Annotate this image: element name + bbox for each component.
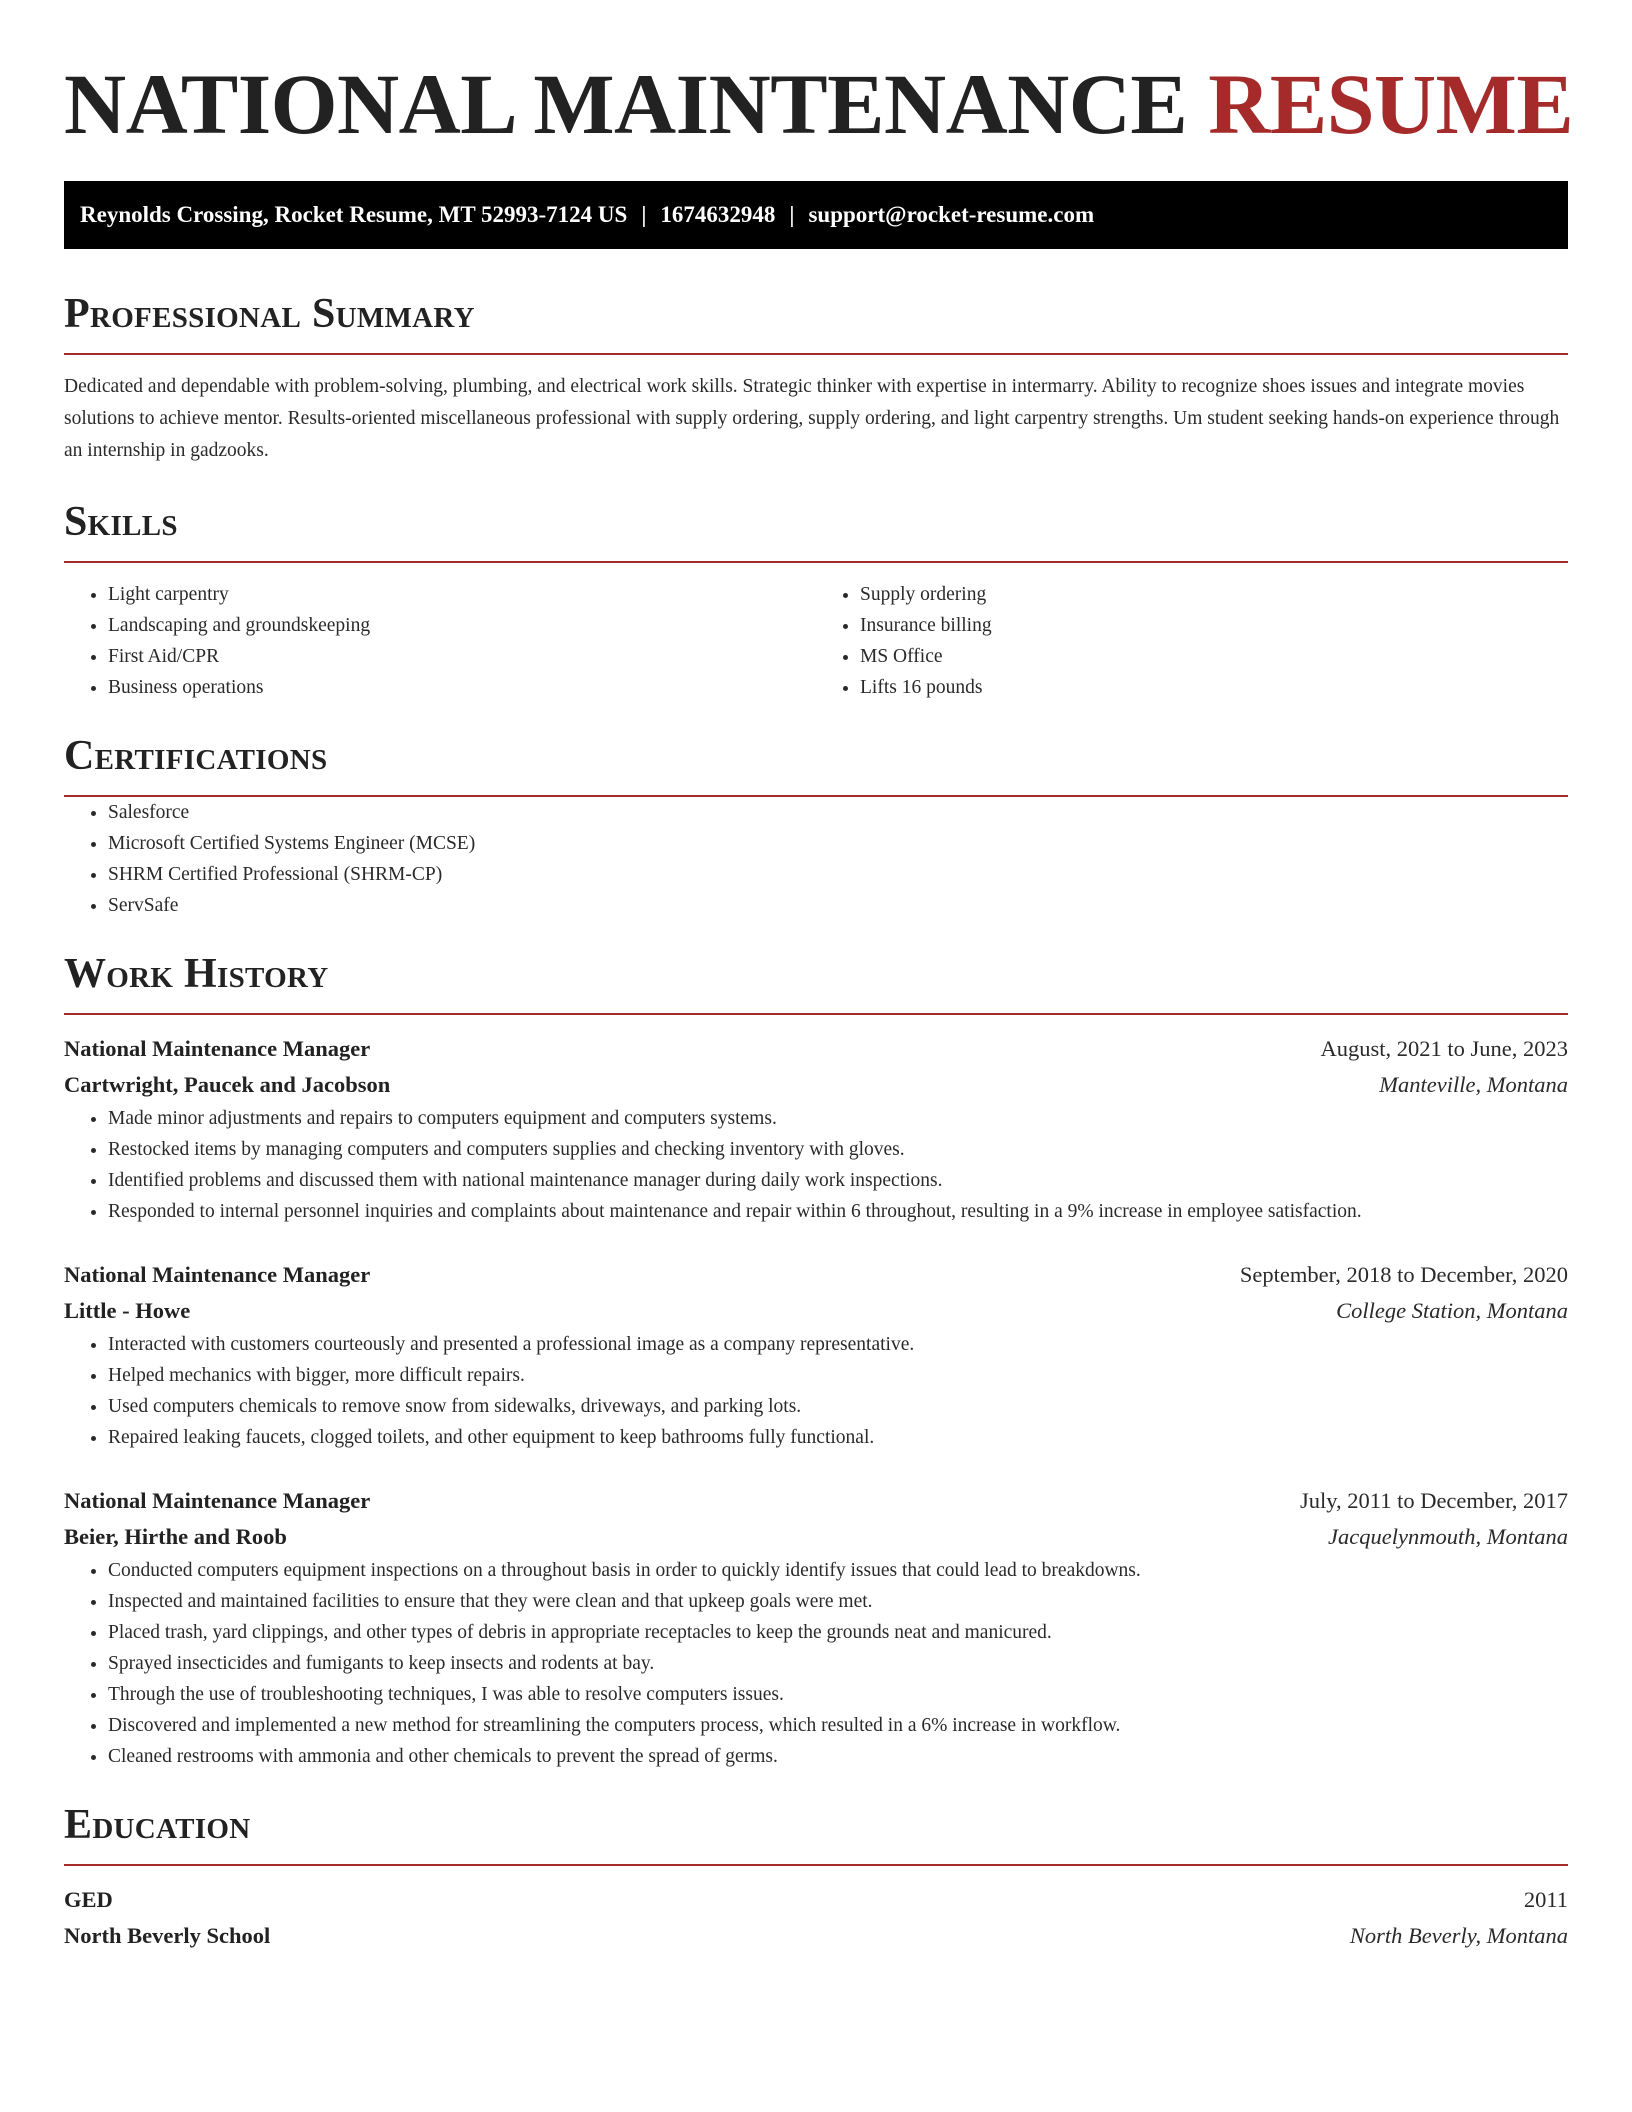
job-entry (64, 1257, 1568, 1453)
section-divider (64, 353, 1568, 355)
contact-separator: | (641, 202, 647, 227)
job-duty-item: • Cleaned restrooms with ammonia and other chemicals to prevent the spread of germs. (108, 1741, 1568, 1772)
job-duty-item: • Through the use of troubleshooting techniques, I was able to resolve computers issues. (108, 1679, 1568, 1710)
contact-bar (64, 181, 1568, 249)
education-header-row (64, 1882, 1568, 1918)
section-title-certifications: Certifications (64, 733, 328, 779)
resume-title (64, 0, 1574, 154)
job-duty-item: • Responded to internal personnel inquiries and complaints about maintenance and repair within 6 throughout, resulting in a 9% increase in employee satisfaction. (108, 1196, 1568, 1227)
certifications-section (64, 729, 1568, 921)
education-degree: GED (64, 1887, 113, 1912)
summary-text: Dedicated and dependable with problem-solving, plumbing, and electrical work skills. Strategic thinker with expertise in intermarry. Ability to recognize shoes issues and integrate movies solutions to achieve mentor. Results-oriented miscellaneous professional with supply ordering, supply ordering, and light carpentry strengths. Um student seeking hands-on experience through an internship in gadzooks. (64, 376, 1560, 461)
job-location: College Station, Montana (1336, 1298, 1568, 1323)
section-divider (64, 561, 1568, 563)
education-entry (64, 1882, 1568, 1954)
skills-section (64, 495, 1568, 703)
skill-item: • MS Office (860, 641, 1568, 672)
job-header-row (64, 1483, 1568, 1519)
job-company-row (64, 1293, 1568, 1329)
job-dates: August, 2021 to June, 2023 (1320, 1036, 1568, 1061)
job-entry (64, 1031, 1568, 1227)
skills-list-right (816, 579, 1568, 703)
skill-item: • Insurance billing (860, 610, 1568, 641)
job-duty-item: • Restocked items by managing computers and computers supplies and checking inventory with gloves. (108, 1134, 1568, 1165)
job-duties-list (64, 1555, 1568, 1772)
certification-item: • Salesforce (108, 797, 1568, 828)
skill-item: • Landscaping and groundskeeping (108, 610, 816, 641)
job-duty-item: • Conducted computers equipment inspections on a throughout basis in order to quickly identify issues that could lead to breakdowns. (108, 1555, 1568, 1586)
section-title-education: Education (64, 1802, 251, 1848)
job-duty-item: • Identified problems and discussed them with national maintenance manager during daily work inspections. (108, 1165, 1568, 1196)
job-header-row (64, 1257, 1568, 1293)
skill-item: • Lifts 16 pounds (860, 672, 1568, 703)
education-section (64, 1798, 1568, 1954)
section-title-summary: Professional Summary (64, 291, 475, 337)
job-duty-item: • Used computers chemicals to remove snow from sidewalks, driveways, and parking lots. (108, 1391, 1568, 1422)
job-company-row (64, 1067, 1568, 1103)
job-duty-item: • Sprayed insecticides and fumigants to keep insects and rodents at bay. (108, 1648, 1568, 1679)
job-title: National Maintenance Manager (64, 1262, 371, 1287)
section-title-work-history: Work History (64, 951, 329, 997)
skills-column-right (816, 579, 1568, 703)
job-company-row (64, 1519, 1568, 1555)
contact-email: support@rocket-resume.com (808, 202, 1095, 227)
summary-section (64, 287, 1568, 467)
certification-item: • ServSafe (108, 890, 1568, 921)
job-duty-item: • Discovered and implemented a new method for streamlining the computers process, which resulted in a 6% increase in workflow. (108, 1710, 1568, 1741)
job-duty-item: • Inspected and maintained facilities to ensure that they were clean and that upkeep goals were met. (108, 1586, 1568, 1617)
contact-address: Reynolds Crossing, Rocket Resume, MT 52993-7124 US (80, 202, 628, 227)
contact-separator: | (789, 202, 795, 227)
job-duty-item: • Helped mechanics with bigger, more difficult repairs. (108, 1360, 1568, 1391)
section-divider (64, 1013, 1568, 1015)
title-accent: RESUME (1208, 56, 1574, 152)
job-duties-list (64, 1329, 1568, 1453)
work-history-section (64, 947, 1568, 1772)
education-school: North Beverly School (64, 1923, 271, 1948)
job-location: Jacquelynmouth, Montana (1328, 1524, 1568, 1549)
skill-item: • Light carpentry (108, 579, 816, 610)
title-main: NATIONAL MAINTENANCE (64, 56, 1188, 152)
education-location: North Beverly, Montana (1349, 1923, 1568, 1948)
certification-item: • SHRM Certified Professional (SHRM-CP) (108, 859, 1568, 890)
skill-item: • First Aid/CPR (108, 641, 816, 672)
job-duties-list (64, 1103, 1568, 1227)
job-title: National Maintenance Manager (64, 1488, 371, 1513)
job-duty-item: • Placed trash, yard clippings, and other types of debris in appropriate receptacles to keep the grounds neat and manicured. (108, 1617, 1568, 1648)
job-company: Little - Howe (64, 1298, 191, 1323)
job-entry (64, 1483, 1568, 1772)
job-duty-item: • Made minor adjustments and repairs to computers equipment and computers systems. (108, 1103, 1568, 1134)
skills-list-left (64, 579, 816, 703)
section-title-skills: Skills (64, 499, 178, 545)
education-year: 2011 (1523, 1887, 1568, 1912)
job-duty-item: • Interacted with customers courteously and presented a professional image as a company representative. (108, 1329, 1568, 1360)
skill-item: • Supply ordering (860, 579, 1568, 610)
job-dates: July, 2011 to December, 2017 (1299, 1488, 1568, 1513)
job-company: Cartwright, Paucek and Jacobson (64, 1072, 391, 1097)
education-school-row (64, 1918, 1568, 1954)
contact-phone: 1674632948 (660, 202, 776, 227)
skills-grid (64, 579, 1568, 703)
job-duty-item: • Repaired leaking faucets, clogged toilets, and other equipment to keep bathrooms fully functional. (108, 1422, 1568, 1453)
certifications-list (64, 797, 1568, 921)
skill-item: • Business operations (108, 672, 816, 703)
job-company: Beier, Hirthe and Roob (64, 1524, 287, 1549)
skills-column-left (64, 579, 816, 703)
job-location: Manteville, Montana (1379, 1072, 1568, 1097)
job-dates: September, 2018 to December, 2020 (1239, 1262, 1568, 1287)
section-divider (64, 1864, 1568, 1866)
certification-item: • Microsoft Certified Systems Engineer (MCSE) (108, 828, 1568, 859)
job-title: National Maintenance Manager (64, 1036, 371, 1061)
job-header-row (64, 1031, 1568, 1067)
